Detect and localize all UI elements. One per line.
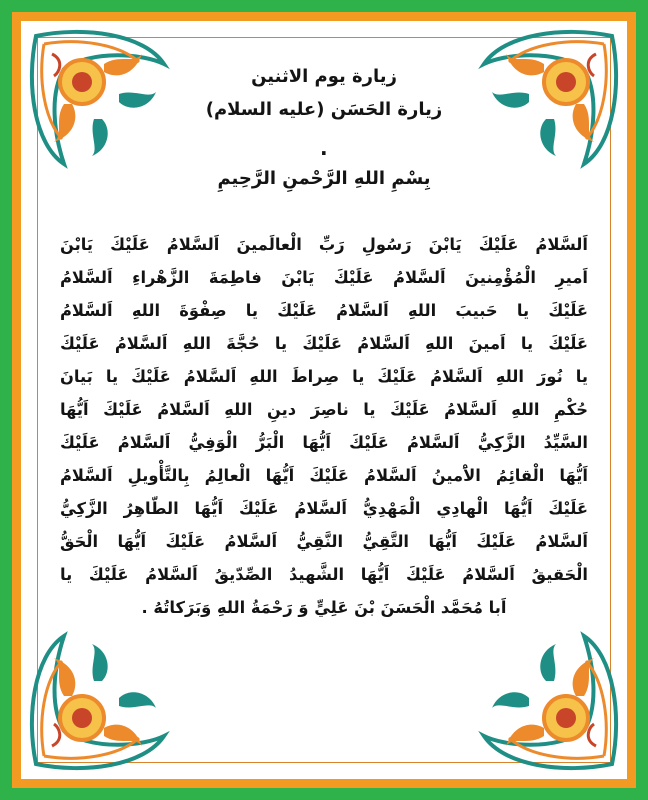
text-line: الْحَقيقُ اَلسَّلامُ عَلَيْكَ اَيُّهَا الشَّهيدُ الصِّدّيقُ اَلسَّلامُ عَلَيْكَ يا bbox=[60, 565, 588, 584]
basmala: بِسْمِ اللهِ الرَّحْمنِ الرَّحِيمِ bbox=[217, 168, 431, 189]
document-content bbox=[60, 0, 588, 800]
text-line: اَلسَّلامُ عَلَيْكَ يَابْنَ رَسُولِ رَبِّ الْعالَمينَ اَلسَّلامُ عَلَيْكَ يَابْنَ bbox=[60, 235, 588, 254]
text-line: عَلَيْكَ اَيُّهَا الْهادِي الْمَهْدِيُّ اَلسَّلامُ عَلَيْكَ اَيُّهَا الطّاهِرُ الزَّكِيُّ bbox=[60, 499, 588, 518]
text-line: يا نُورَ اللهِ اَلسَّلامُ عَلَيْكَ يا صِراطَ اللهِ اَلسَّلامُ عَلَيْكَ يا بَيانَ bbox=[60, 367, 588, 386]
text-line: اَلسَّلامُ عَلَيْكَ اَيُّهَا التَّقِيُّ النَّقِيُّ اَلسَّلامُ عَلَيْكَ اَيُّهَا الْحَقُّ bbox=[60, 532, 588, 551]
text-line: اَيُّهَا الْقائِمُ الاَْمينُ اَلسَّلامُ عَلَيْكَ اَيُّهَا الْعالِمُ بِالتَّأْويلِ اَلسَّلامُ bbox=[60, 466, 588, 485]
text-line: حُكْمِ اللهِ اَلسَّلامُ عَلَيْكَ يا ناصِرَ دينِ اللهِ اَلسَّلامُ عَلَيْكَ اَيُّهَا bbox=[60, 400, 588, 419]
page-title: زيارة يوم الاثنين bbox=[251, 66, 397, 87]
text-line: عَلَيْكَ يا حَبيبَ اللهِ اَلسَّلامُ عَلَيْكَ يا صِفْوَةَ اللهِ اَلسَّلامُ bbox=[60, 301, 588, 320]
text-line: عَلَيْكَ يا اَمينَ اللهِ اَلسَّلامُ عَلَيْكَ يا حُجَّةَ اللهِ اَلسَّلامُ عَلَيْكَ bbox=[60, 334, 588, 353]
text-line: اَبا مُحَمَّد الْحَسَنَ بْنَ عَلِيٍّ وَ رَحْمَةُ اللهِ وَبَرَكاتُهُ . bbox=[141, 598, 507, 617]
text-line: اَميرِ الْمُؤْمِنينَ اَلسَّلامُ عَلَيْكَ يَابْنَ فاطِمَةَ الزَّهْراءِ اَلسَّلامُ bbox=[60, 268, 588, 287]
separator-dot: . bbox=[320, 136, 328, 160]
ziyarat-text bbox=[60, 228, 588, 624]
page-subtitle: زيارة الحَسَن (عليه السلام) bbox=[205, 99, 443, 120]
text-line: السَّيِّدُ الزَّكِيُّ اَلسَّلامُ عَلَيْكَ اَيُّهَا الْبَرُّ الْوَفِيُّ اَلسَّلامُ عَلَيْكَ bbox=[60, 433, 588, 452]
